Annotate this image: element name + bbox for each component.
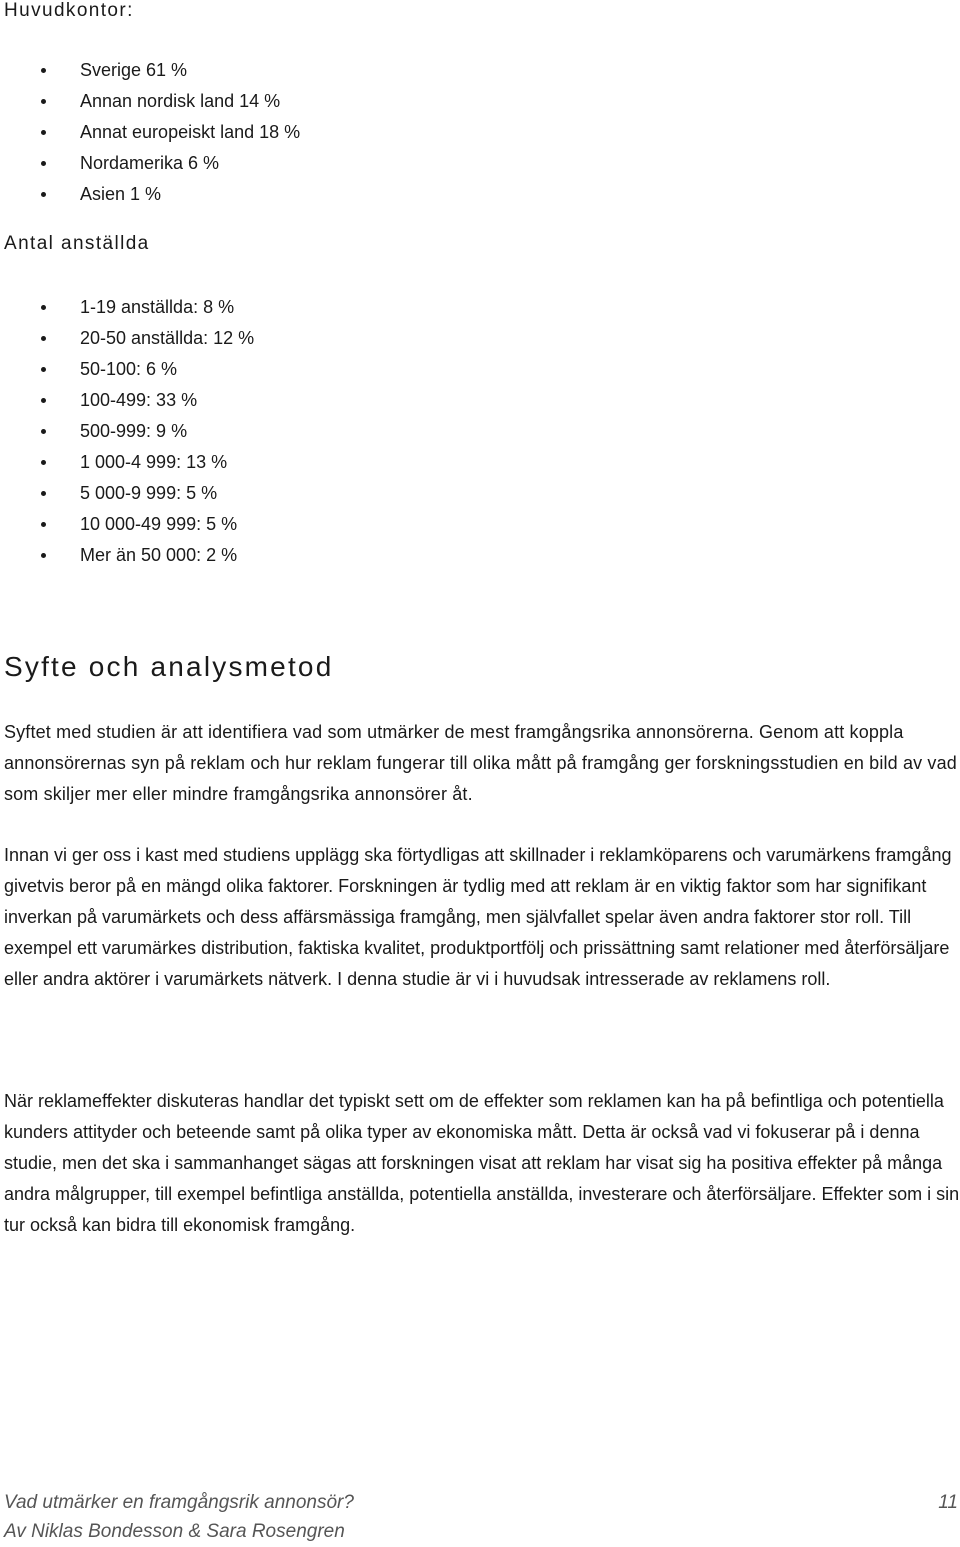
section-title: Syfte och analysmetod (4, 651, 334, 682)
page-number: 11 (938, 1492, 958, 1513)
list-item (0, 447, 254, 478)
headquarters-list (0, 55, 300, 210)
employees-heading: Antal anställda (4, 233, 150, 254)
list-item-text: 1 000-4 999: 13 % (80, 452, 228, 472)
paragraph-context: Innan vi ger oss i kast med studiens upplägg ska förtydligas att skillnader i reklamköparens och varumärkens framgång givetvis beror på en mängd olika faktorer. Forskningen är tydlig med att reklam är en viktig faktor som har signifikant inverkan på varumärkets och dess affärsmässiga framgång, men självfallet spelar även andra faktorer stor roll. Till exempel ett varumärkes distribution, faktiska kvalitet, produktportfölj och prissättning samt relationer med återförsäljare eller andra aktörer i varumärkets nätverk. I denna studie är vi i huvudsak intresserade av reklamens roll. (4, 845, 952, 989)
list-item (0, 148, 300, 179)
bullet-icon (41, 429, 46, 434)
list-item-text: 500-999: 9 % (80, 421, 188, 441)
list-item-text: Annan nordisk land 14 % (80, 91, 281, 111)
bullet-icon (41, 305, 46, 310)
paragraph-effects: När reklameffekter diskuteras handlar det typiskt sett om de effekter som reklamen kan ha på befintliga och potentiella kunders attityder och beteende samt på olika typer av ekonomiska mått. Detta är också vad vi fokuserar på i denna studie, men det ska i sammanhanget sägas att forskningen visat att reklam har visat sig ha positiva effekter på många andra målgrupper, till exempel befintliga anställda, potentiella anställda, investerare och återförsäljare. Effekter som i sin tur också kan bidra till ekonomisk framgång. (4, 1091, 960, 1235)
list-item-text: 1-19 anställda: 8 % (80, 297, 235, 317)
list-item (0, 55, 300, 86)
list-item (0, 385, 254, 416)
bullet-icon (41, 130, 46, 135)
bullet-icon (41, 398, 46, 403)
list-item-text: 100-499: 33 % (80, 390, 198, 410)
list-item (0, 354, 254, 385)
bullet-icon (41, 161, 46, 166)
bullet-icon (41, 68, 46, 73)
list-item (0, 509, 254, 540)
bullet-icon (41, 553, 46, 558)
bullet-icon (41, 367, 46, 372)
list-item-text: Mer än 50 000: 2 % (80, 545, 238, 565)
list-item (0, 416, 254, 447)
list-item-text: 50-100: 6 % (80, 359, 178, 379)
footer-authors: Av Niklas Bondesson & Sara Rosengren (4, 1521, 345, 1542)
list-item (0, 86, 300, 117)
bullet-icon (41, 522, 46, 527)
list-item (0, 478, 254, 509)
bullet-icon (41, 460, 46, 465)
paragraph-purpose: Syftet med studien är att identifiera vad som utmärker de mest framgångsrika annonsörerna. Genom att koppla annonsörernas syn på reklam och hur reklam fungerar till olika mått på framgång ger forskningsstudien en bild av vad som skiljer mer eller mindre framgångsrika annonsörer åt. (4, 722, 957, 804)
list-item-text: 10 000-49 999: 5 % (80, 514, 238, 534)
footer-title: Vad utmärker en framgångsrik annonsör? (4, 1492, 354, 1513)
headquarters-heading: Huvudkontor: (4, 0, 134, 21)
list-item (0, 179, 300, 210)
bullet-icon (41, 491, 46, 496)
list-item (0, 117, 300, 148)
list-item (0, 540, 254, 571)
list-item-text: Annat europeiskt land 18 % (80, 122, 301, 142)
bullet-icon (41, 192, 46, 197)
list-item-text: 5 000-9 999: 5 % (80, 483, 218, 503)
employees-list (0, 292, 254, 571)
bullet-icon (41, 99, 46, 104)
list-item-text: Nordamerika 6 % (80, 153, 220, 173)
list-item-text: 20-50 anställda: 12 % (80, 328, 255, 348)
list-item (0, 323, 254, 354)
bullet-icon (41, 336, 46, 341)
list-item-text: Asien 1 % (80, 184, 162, 204)
list-item (0, 292, 254, 323)
list-item-text: Sverige 61 % (80, 60, 188, 80)
